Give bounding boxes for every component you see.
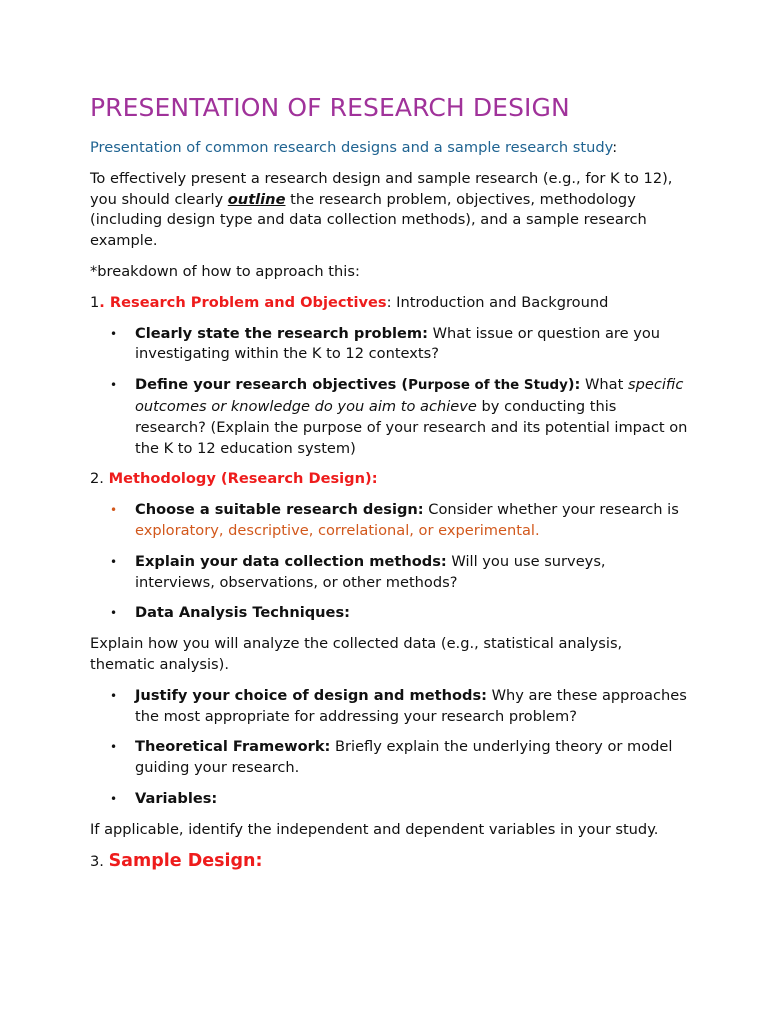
subtitle-colon: :: [612, 139, 618, 156]
bullet: •: [110, 606, 118, 621]
section3-heading: [90, 851, 690, 873]
list-item: [90, 737, 690, 779]
item-purpose: Purpose of the Study: [408, 378, 568, 394]
section1-title: . Research Problem and Objectives: [99, 293, 387, 311]
item-bold: Choose a suitable research design:: [135, 501, 424, 519]
section2-heading: [90, 469, 690, 490]
item-text: Briefly explain the underlying theory or model guiding your research.: [135, 738, 673, 777]
section2-list-2: [90, 686, 690, 810]
item-text: Consider whether your research is: [423, 501, 679, 519]
item-bold: Explain your data collection methods:: [135, 552, 447, 570]
item-bold: Define your research objectives (Purpose of the Study):: [135, 376, 581, 394]
item-text: What: [580, 376, 628, 394]
item-italic: specific outcomes or knowledge do you aim to achieve: [135, 376, 684, 415]
analysis-paragraph: Explain how you will analyze the collected data (e.g., statistical analysis, thematic analysis).: [90, 635, 623, 673]
intro-emphasis: outline: [227, 190, 286, 208]
item-bold: Justify your choice of design and methods:: [135, 686, 487, 704]
list-item: [90, 552, 690, 594]
document-content: [90, 92, 690, 882]
intro-after: the research problem, objectives, methodology (including design type and data collection methods), and a sample research example.: [90, 190, 647, 250]
subtitle: [90, 138, 690, 159]
page-title: PRESENTATION OF RESEARCH DESIGN: [90, 93, 570, 122]
section2-title: Methodology (Research Design):: [108, 470, 378, 488]
item-text: What issue or question are you investigating within the K to 12 contexts?: [135, 324, 661, 363]
item-bold: Theoretical Framework:: [135, 738, 331, 756]
section1-heading: [90, 293, 690, 314]
section1-rest: : Introduction and Background: [386, 293, 609, 311]
bullet: •: [110, 503, 118, 518]
bullet: •: [110, 740, 118, 755]
list-item: [90, 789, 690, 810]
section1-list: [90, 324, 690, 460]
bullet: •: [110, 791, 118, 806]
list-item: [90, 603, 690, 624]
item-text: by conducting this research? (Explain the purpose of your research and its potential impact on the K to 12 education system): [135, 397, 688, 457]
bullet: •: [110, 378, 118, 393]
bullet: •: [110, 688, 118, 703]
item-text: Will you use surveys, interviews, observations, or other methods?: [135, 552, 606, 591]
item-bold: Clearly state the research problem:: [135, 324, 428, 342]
list-item: [90, 324, 690, 366]
section1-number: 1: [90, 293, 100, 311]
list-item: [90, 500, 690, 542]
variables-paragraph: If applicable, identify the independent and dependent variables in your study.: [90, 820, 659, 838]
list-item: [90, 375, 690, 459]
item-orange: exploratory, descriptive, correlational, or experimental.: [135, 521, 540, 539]
section3-title: Sample Design:: [108, 850, 263, 871]
item-text: Why are these approaches the most appropriate for addressing your research problem?: [135, 686, 687, 725]
section2-list: [90, 500, 690, 624]
breakdown-text: *breakdown of how to approach this:: [90, 262, 360, 280]
section3-number: 3.: [90, 852, 104, 870]
bullet: •: [110, 326, 118, 341]
intro-before: To effectively present a research design and sample research (e.g., for K to 12), you should clearly: [90, 169, 673, 208]
bullet: •: [110, 554, 118, 569]
item-bold: Variables:: [135, 789, 218, 807]
intro-paragraph: [90, 169, 690, 252]
section2-number: 2.: [90, 470, 104, 488]
subtitle-link[interactable]: Presentation of common research designs and a sample research study: [90, 139, 613, 156]
item-bold: Data Analysis Techniques:: [135, 604, 350, 622]
list-item: [90, 686, 690, 728]
